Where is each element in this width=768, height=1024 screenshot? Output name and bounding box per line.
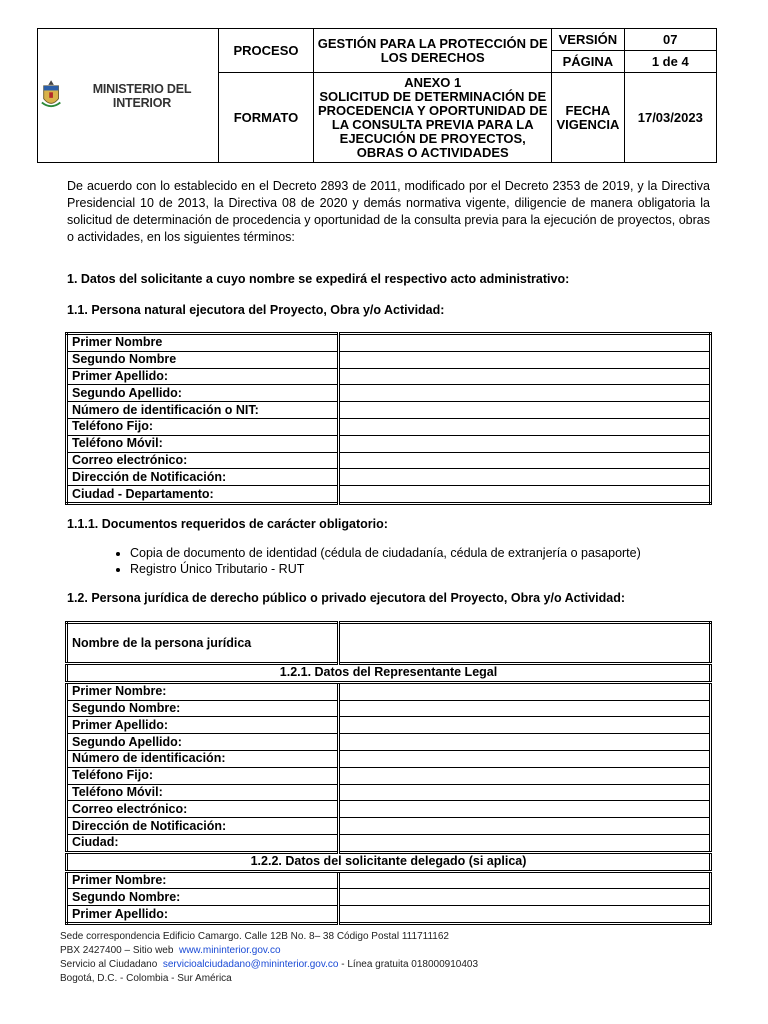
- table-row: [67, 801, 711, 818]
- table-section-title: 1.2.1. Datos del Representante Legal: [67, 664, 711, 683]
- field-value[interactable]: [339, 402, 711, 419]
- intro-paragraph: De acuerdo con lo establecido en el Decreto 2893 de 2011, modificado por el Decreto 2353 de 2019, y la Directiva Presidencial 10 de 2013, la Directiva 08 de 2020 y demás normativa vigente, diligencie de manera obligatoria la solicitud de determinación de procedencia y oportunidad de la consulta previa para la ejecución de proyectos, obras o actividades, en los siguientes términos:: [67, 179, 710, 244]
- footer-hotline: - Línea gratuita 018000910403: [338, 959, 479, 970]
- table-row: [67, 486, 711, 504]
- section-1-2-heading: 1.2. Persona jurídica de derecho público o privado ejecutora del Proyecto, Obra y/o Actividad:: [67, 591, 626, 605]
- field-value[interactable]: [339, 734, 711, 751]
- formato-title: SOLICITUD DE DETERMINACIÓN DE PROCEDENCIA Y OPORTUNIDAD DE LA CONSULTA PREVIA PARA LA EJECUCIÓN DE PROYECTOS, OBRAS O ACTIVIDADES: [317, 88, 548, 160]
- table-row: [67, 435, 711, 452]
- version-value: 07: [624, 29, 716, 51]
- field-label: Segundo Nombre:: [67, 889, 339, 906]
- footer-phone: PBX 2427400 – Sitio web: [60, 945, 174, 956]
- field-label: Primer Apellido:: [67, 368, 339, 385]
- footer-address: Sede correspondencia Edificio Camargo. Calle 12B No. 8– 38 Código Postal 111711162: [60, 931, 449, 942]
- footer-phone-web: [60, 944, 281, 958]
- ministry-logo: [40, 79, 216, 113]
- table-row: [67, 871, 711, 889]
- field-label: Teléfono Móvil:: [67, 784, 339, 801]
- table-section-title: 1.2.2. Datos del solicitante delegado (si aplica): [67, 852, 711, 871]
- coat-of-arms-icon: [40, 79, 62, 113]
- table-row: [67, 402, 711, 419]
- table-row: [67, 717, 711, 734]
- field-label: Dirección de Notificación:: [67, 818, 339, 835]
- field-label: Primer Apellido:: [67, 717, 339, 734]
- field-label: Segundo Nombre:: [67, 700, 339, 717]
- table-row: [67, 452, 711, 469]
- field-label: Primer Nombre: [67, 334, 339, 352]
- field-label: Ciudad - Departamento:: [67, 486, 339, 504]
- field-value[interactable]: [339, 368, 711, 385]
- field-value[interactable]: [339, 801, 711, 818]
- table-row: [67, 767, 711, 784]
- field-value[interactable]: [339, 818, 711, 835]
- field-value[interactable]: [339, 334, 711, 352]
- table-row: [67, 906, 711, 924]
- field-value[interactable]: [339, 351, 711, 368]
- field-value[interactable]: [339, 435, 711, 452]
- table-row: [67, 368, 711, 385]
- field-value[interactable]: [339, 623, 711, 664]
- field-label: Correo electrónico:: [67, 452, 339, 469]
- list-item: • Registro Único Tributario - RUT: [130, 561, 641, 577]
- field-value[interactable]: [339, 385, 711, 402]
- field-value[interactable]: [339, 469, 711, 486]
- natural-person-table: [65, 332, 712, 505]
- table-row: [67, 682, 711, 700]
- field-label: Primer Apellido:: [67, 906, 339, 924]
- table-row: [67, 351, 711, 368]
- pagina-value: 1 de 4: [624, 51, 716, 73]
- field-value[interactable]: [339, 871, 711, 889]
- table-row: [67, 734, 711, 751]
- table-row: [67, 385, 711, 402]
- proceso-label: PROCESO: [218, 29, 313, 73]
- field-value[interactable]: [339, 906, 711, 924]
- table-row: [67, 818, 711, 835]
- field-label: Teléfono Móvil:: [67, 435, 339, 452]
- table-row: [67, 750, 711, 767]
- table-row: [67, 469, 711, 486]
- formato-label: FORMATO: [218, 73, 313, 163]
- field-value[interactable]: [339, 750, 711, 767]
- field-label: Primer Nombre:: [67, 871, 339, 889]
- field-label: Teléfono Fijo:: [67, 418, 339, 435]
- field-value[interactable]: [339, 682, 711, 700]
- field-label: Primer Nombre:: [67, 682, 339, 700]
- field-label: Ciudad:: [67, 834, 339, 852]
- field-label: Correo electrónico:: [67, 801, 339, 818]
- pagina-label: PÁGINA: [552, 51, 624, 73]
- field-value[interactable]: [339, 784, 711, 801]
- field-label: Teléfono Fijo:: [67, 767, 339, 784]
- field-label: Segundo Apellido:: [67, 385, 339, 402]
- field-label: Dirección de Notificación:: [67, 469, 339, 486]
- field-label: Nombre de la persona jurídica: [67, 623, 339, 664]
- table-row: [67, 852, 711, 871]
- footer-service-label: Servicio al Ciudadano: [60, 959, 158, 970]
- table-row: [67, 889, 711, 906]
- field-value[interactable]: [339, 889, 711, 906]
- footer-location: Bogotá, D.C. - Colombia - Sur América: [60, 973, 232, 984]
- field-label: Segundo Nombre: [67, 351, 339, 368]
- ministry-logo-cell: [38, 29, 219, 163]
- fecha-label: FECHA VIGENCIA: [552, 73, 624, 163]
- field-value[interactable]: [339, 452, 711, 469]
- table-row: [67, 700, 711, 717]
- table-row: [67, 418, 711, 435]
- field-label: Segundo Apellido:: [67, 734, 339, 751]
- formato-annex: ANEXO 1: [404, 74, 462, 90]
- table-row: [67, 334, 711, 352]
- proceso-value: GESTIÓN PARA LA PROTECCIÓN DE LOS DERECHOS: [314, 29, 552, 73]
- field-value[interactable]: [339, 418, 711, 435]
- email-link[interactable]: servicioalciudadano@mininterior.gov.co: [162, 959, 339, 970]
- table-row: [67, 623, 711, 664]
- section-1-1-1-heading: 1.1.1. Documentos requeridos de carácter obligatorio:: [67, 517, 388, 531]
- required-documents-list: [110, 545, 641, 577]
- field-value[interactable]: [339, 700, 711, 717]
- document-header-table: [37, 28, 717, 163]
- formato-value: [314, 73, 552, 163]
- section-1-heading: 1. Datos del solicitante a cuyo nombre se expedirá el respectivo acto administrativo:: [67, 272, 570, 286]
- footer-service: [60, 958, 478, 972]
- field-value[interactable]: [339, 767, 711, 784]
- website-link[interactable]: www.mininterior.gov.co: [178, 945, 281, 956]
- table-row: [67, 784, 711, 801]
- field-value[interactable]: [339, 834, 711, 852]
- version-label: VERSIÓN: [552, 29, 624, 51]
- juridical-person-table: [65, 621, 712, 925]
- field-label: Número de identificación o NIT:: [67, 402, 339, 419]
- field-value[interactable]: [339, 486, 711, 504]
- list-item: • Copia de documento de identidad (cédula de ciudadanía, cédula de extranjería o pasaporte): [130, 545, 641, 561]
- table-row: [67, 834, 711, 852]
- field-value[interactable]: [339, 717, 711, 734]
- fecha-value: 17/03/2023: [624, 73, 716, 163]
- table-row: [67, 664, 711, 683]
- section-1-1-heading: 1.1. Persona natural ejecutora del Proyecto, Obra y/o Actividad:: [67, 303, 445, 317]
- field-label: Número de identificación:: [67, 750, 339, 767]
- ministry-name: MINISTERIO DEL INTERIOR: [92, 81, 192, 110]
